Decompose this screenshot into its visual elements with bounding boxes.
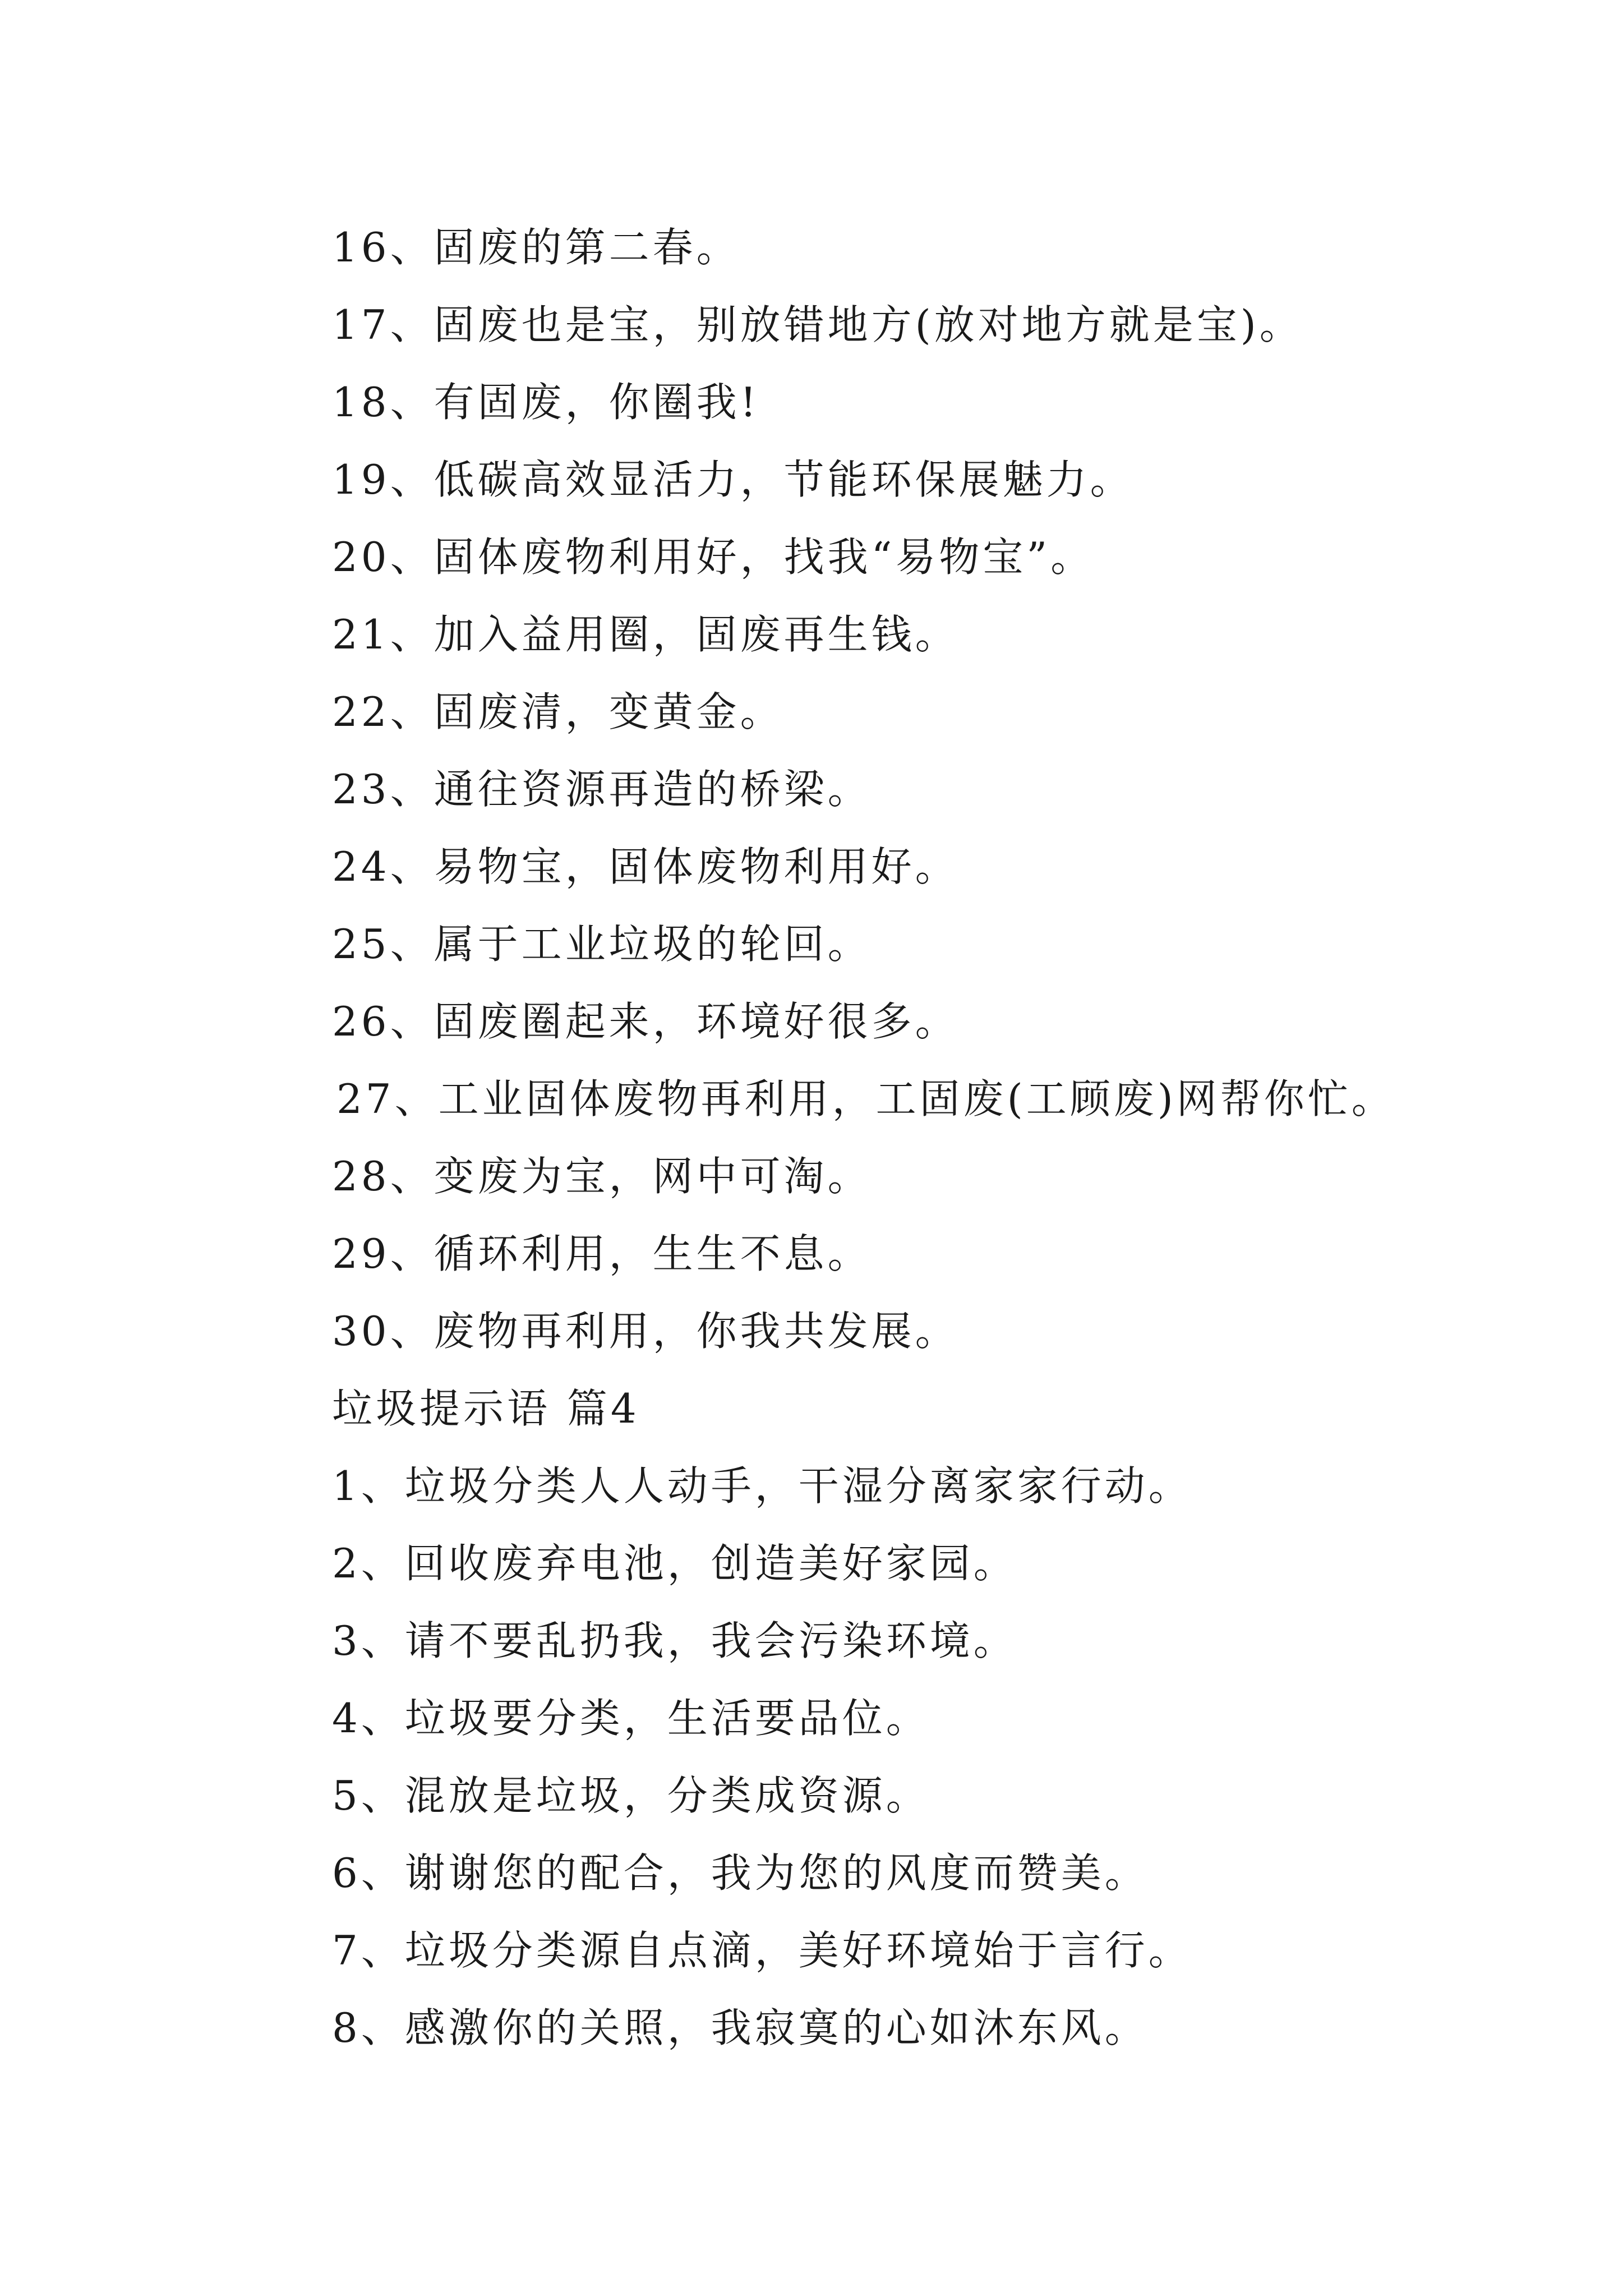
list-item: 17、固废也是宝，别放错地方(放对地方就是宝)。 bbox=[332, 301, 1303, 348]
list-item: 19、低碳高效显活力，节能环保展魅力。 bbox=[332, 456, 1134, 503]
section-heading: 垃圾提示语 篇4 bbox=[332, 1385, 640, 1432]
list-item: 21、加入益用圈，固废再生钱。 bbox=[332, 611, 959, 658]
list-item: 27、工业固体废物再利用，工固废(工顾废)网帮你忙。 bbox=[336, 1075, 1395, 1122]
list-item: 5、混放是垃圾，分类成资源。 bbox=[332, 1772, 930, 1819]
list-item: 29、循环利用，生生不息。 bbox=[332, 1230, 872, 1277]
list-item: 8、感激你的关照，我寂寞的心如沐东风。 bbox=[332, 2004, 1149, 2051]
list-item: 18、有固废，你圈我! bbox=[332, 379, 760, 426]
list-item: 22、固废清，变黄金。 bbox=[332, 688, 784, 735]
list-item: 1、垃圾分类人人动手，干湿分离家家行动。 bbox=[332, 1462, 1192, 1510]
list-item: 20、固体废物利用好，找我“易物宝”。 bbox=[332, 533, 1095, 581]
list-item: 24、易物宝，固体废物利用好。 bbox=[332, 843, 959, 890]
list-item: 23、通往资源再造的桥梁。 bbox=[332, 766, 872, 813]
list-item: 25、属于工业垃圾的轮回。 bbox=[332, 921, 872, 968]
list-item: 3、请不要乱扔我，我会污染环境。 bbox=[332, 1617, 1017, 1664]
list-item: 4、垃圾要分类，生活要品位。 bbox=[332, 1695, 930, 1742]
list-item: 28、变废为宝，网中可淘。 bbox=[332, 1153, 872, 1200]
list-item: 30、废物再利用，你我共发展。 bbox=[332, 1308, 959, 1355]
list-item: 16、固废的第二春。 bbox=[332, 224, 740, 271]
list-item: 6、谢谢您的配合，我为您的风度而赞美。 bbox=[332, 1849, 1149, 1897]
list-item: 7、垃圾分类源自点滴，美好环境始于言行。 bbox=[332, 1927, 1192, 1974]
list-item: 2、回收废弃电池，创造美好家园。 bbox=[332, 1540, 1017, 1587]
document-body bbox=[332, 209, 1510, 2067]
list-item: 26、固废圈起来，环境好很多。 bbox=[332, 998, 959, 1045]
